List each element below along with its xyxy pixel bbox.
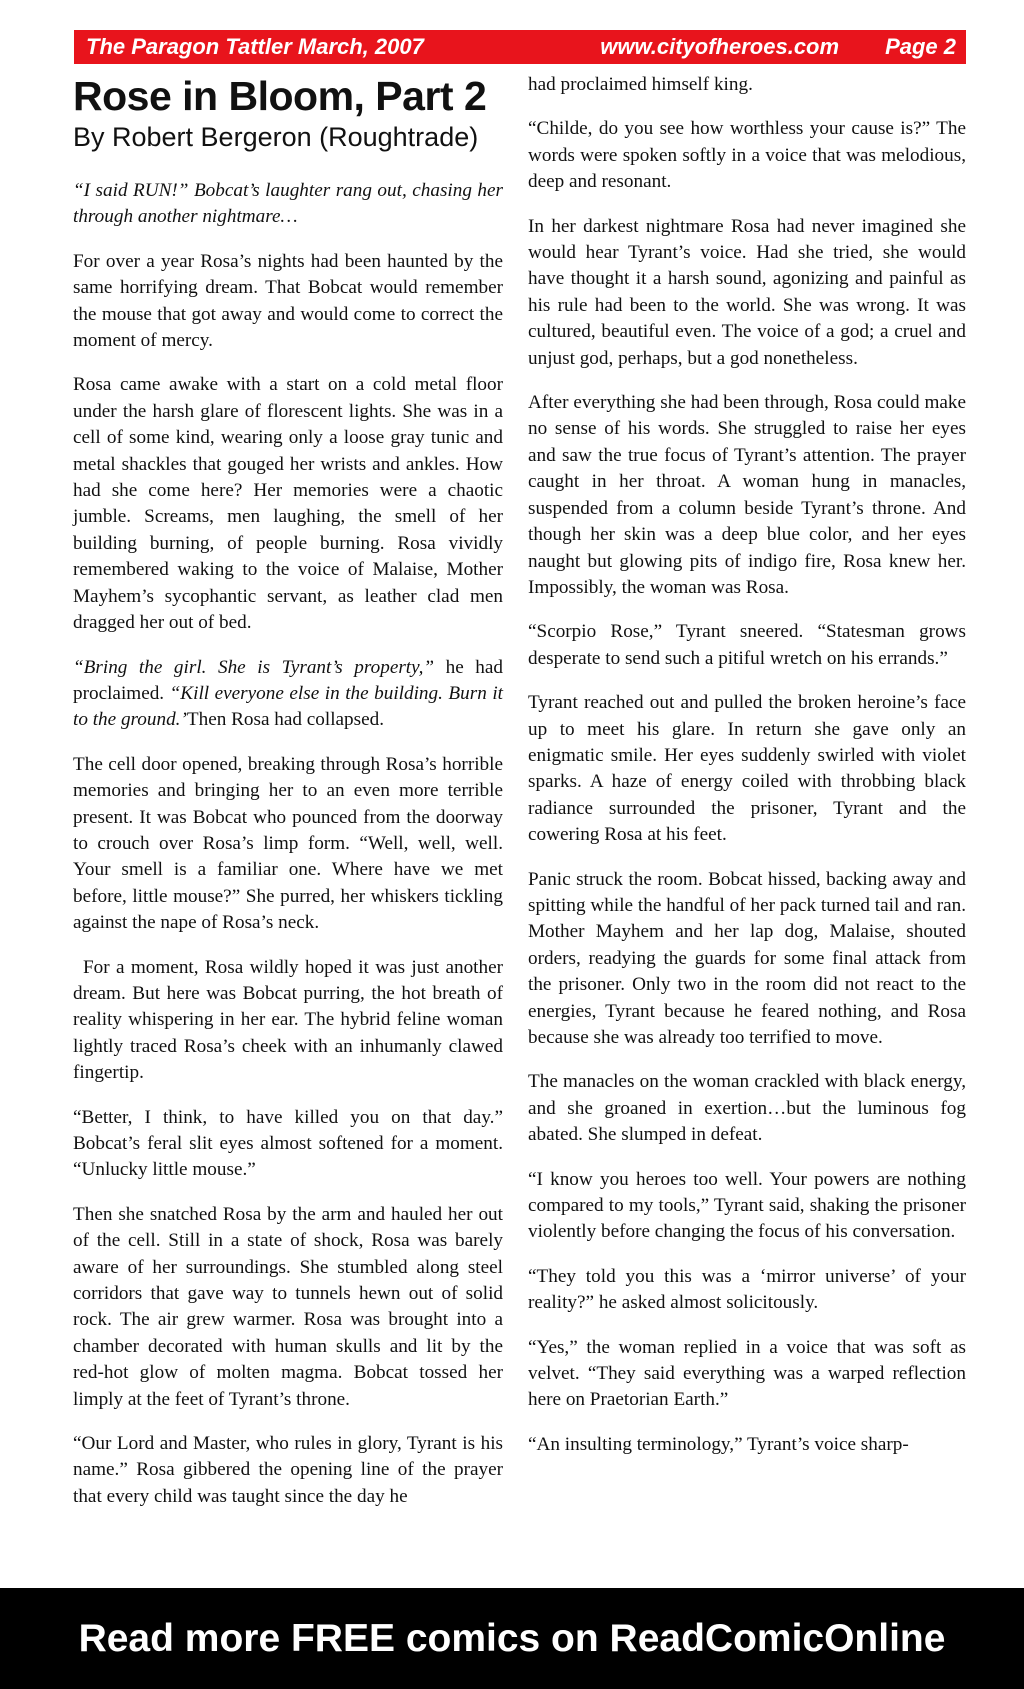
publication-name: The Paragon Tattler March, 2007 — [86, 34, 424, 59]
paragraph: Then she snatched Rosa by the arm and hauled her out of the cell. Still in a state of shock, Rosa was barely aware of her surroundings. She stumbled along steel corridors that gave way to tunnels hewn out of solid rock. The air grew warmer. Rosa was brought into a chamber decorated with human skulls and lit by the red-hot glow of molten magma. Bobcat tossed her limply at the feet of Tyrant’s throne. — [73, 1203, 503, 1410]
page-header-bar — [74, 30, 966, 64]
right-column — [528, 72, 966, 1476]
paragraph: “I said RUN!” Bobcat’s laughter rang out, chasing her through another nightmare… — [73, 180, 503, 228]
paragraph: “An insulting terminology,” Tyrant’s voice sharp- — [528, 1433, 909, 1455]
paragraph: Rosa came awake with a start on a cold metal floor under the harsh glare of florescent lights. She was in a cell of some kind, wearing only a loose gray tunic and metal shackles that gouged her wrists and ankles. How had she come here? Her memories were a chaotic jumble. Screams, men laughing, the smell of her building burning, of people burning. Rosa vividly remembered waking to the voice of Malaise, Mother Mayhem’s sycophantic servant, as leather clad men dragged her out of bed. — [73, 374, 503, 634]
paragraph: For a moment, Rosa wildly hoped it was just another dream. But here was Bobcat purring, the hot breath of reality whispering in her ear. The hybrid feline woman lightly traced Rosa’s cheek with an inhumanly clawed fingertip. — [73, 956, 503, 1084]
promo-footer-banner — [0, 1588, 1024, 1689]
paragraph: The manacles on the woman crackled with black energy, and she groaned in exertion…but the luminous fog abated. She slumped in defeat. — [528, 1071, 966, 1146]
paragraph: had proclaimed himself king. — [528, 74, 753, 95]
paragraph: Tyrant reached out and pulled the broken heroine’s face up to meet his glare. In return she gave only an enigmatic smile. Her eyes suddenly swirled with violet sparks. A haze of energy coiled with throbbing black radiance surrounded the prisoner, Tyrant and the cowering Rosa at his feet. — [528, 692, 966, 846]
paragraph: “I know you heroes too well. Your powers are nothing compared to my tools,” Tyrant said, shaking the prisoner violently before changing the focus of his conversation. — [528, 1168, 966, 1243]
paragraph: “Childe, do you see how worthless your cause is?” The words were spoken softly in a voice that was melodious, deep and resonant. — [528, 118, 966, 193]
paragraph: In her darkest nightmare Rosa had never imagined she would hear Tyrant’s voice. Had she tried, she would have thought it a harsh sound, agonizing and painful as his rule had been to the world. She was wrong. It was cultured, beautiful even. The voice of a god; a cruel and unjust god, perhaps, but a god nonetheless. — [528, 215, 966, 369]
paragraph: The cell door opened, breaking through Rosa’s horrible memories and bringing her to an even more terrible present. It was Bobcat who pounced from the doorway to crouch over Rosa’s limp form. “Well, well, well. Your smell is a familiar one. Where have we met before, little mouse?” She purred, her whiskers tickling against the nape of Rosa’s neck. — [73, 753, 503, 934]
left-column — [73, 72, 503, 1528]
article-title: Rose in Bloom, Part 2 — [73, 73, 487, 119]
website-url: www.cityofheroes.com — [600, 34, 840, 59]
paragraph: “Yes,” the woman replied in a voice that was soft as velvet. “They said everything was a warped reflection here on Praetorian Earth.” — [528, 1336, 966, 1411]
paragraph: “Better, I think, to have killed you on that day.” Bobcat’s feral slit eyes almost softened for a moment. “Unlucky little mouse.” — [73, 1106, 503, 1181]
quote-italic: “Kill everyone else in the building. Burn it to the ground.’ — [73, 682, 503, 731]
quote-italic: “Bring the girl. She is Tyrant’s property,” — [73, 656, 435, 678]
paragraph: After everything she had been through, Rosa could make no sense of his words. She struggled to raise her eyes and saw the true focus of Tyrant’s attention. The prayer caught in her throat. A woman hung in manacles, suspended from a column beside Tyrant’s throne. And though her skin was a deep blue color, and her eyes naught but glowing pits of indigo fire, Rosa knew her. Impossibly, the woman was Rosa. — [528, 392, 966, 598]
paragraph — [73, 655, 503, 734]
promo-footer-text: Read more FREE comics on ReadComicOnline — [78, 1616, 946, 1660]
paragraph: “They told you this was a ‘mirror universe’ of your reality?” he asked almost solicitously. — [528, 1265, 966, 1314]
paragraph: Panic struck the room. Bobcat hissed, backing away and spitting while the handful of her pack turned tail and ran. Mother Mayhem and her lap dog, Malaise, shouted orders, readying the guards for some final attack from the prisoner. Only two in the room did not react to the energies, Tyrant because he feared nothing, and Rosa because she was already too terrified to move. — [528, 868, 966, 1048]
article-byline: By Robert Bergeron (Roughtrade) — [73, 122, 479, 152]
paragraph: “Scorpio Rose,” Tyrant sneered. “Statesman grows desperate to send such a pitiful wretch on his errands.” — [528, 621, 966, 669]
paragraph-text: he had proclaimed. — [73, 656, 503, 704]
paragraph-text: Then Rosa had collapsed. — [186, 709, 385, 731]
paragraph: “Our Lord and Master, who rules in glory, Tyrant is his name.” Rosa gibbered the opening line of the prayer that every child was taught since the day he — [73, 1433, 503, 1507]
page-number: Page 2 — [885, 34, 956, 59]
paragraph: For over a year Rosa’s nights had been haunted by the same horrifying dream. That Bobcat would remember the mouse that got away and would come to correct the moment of mercy. — [73, 250, 503, 352]
